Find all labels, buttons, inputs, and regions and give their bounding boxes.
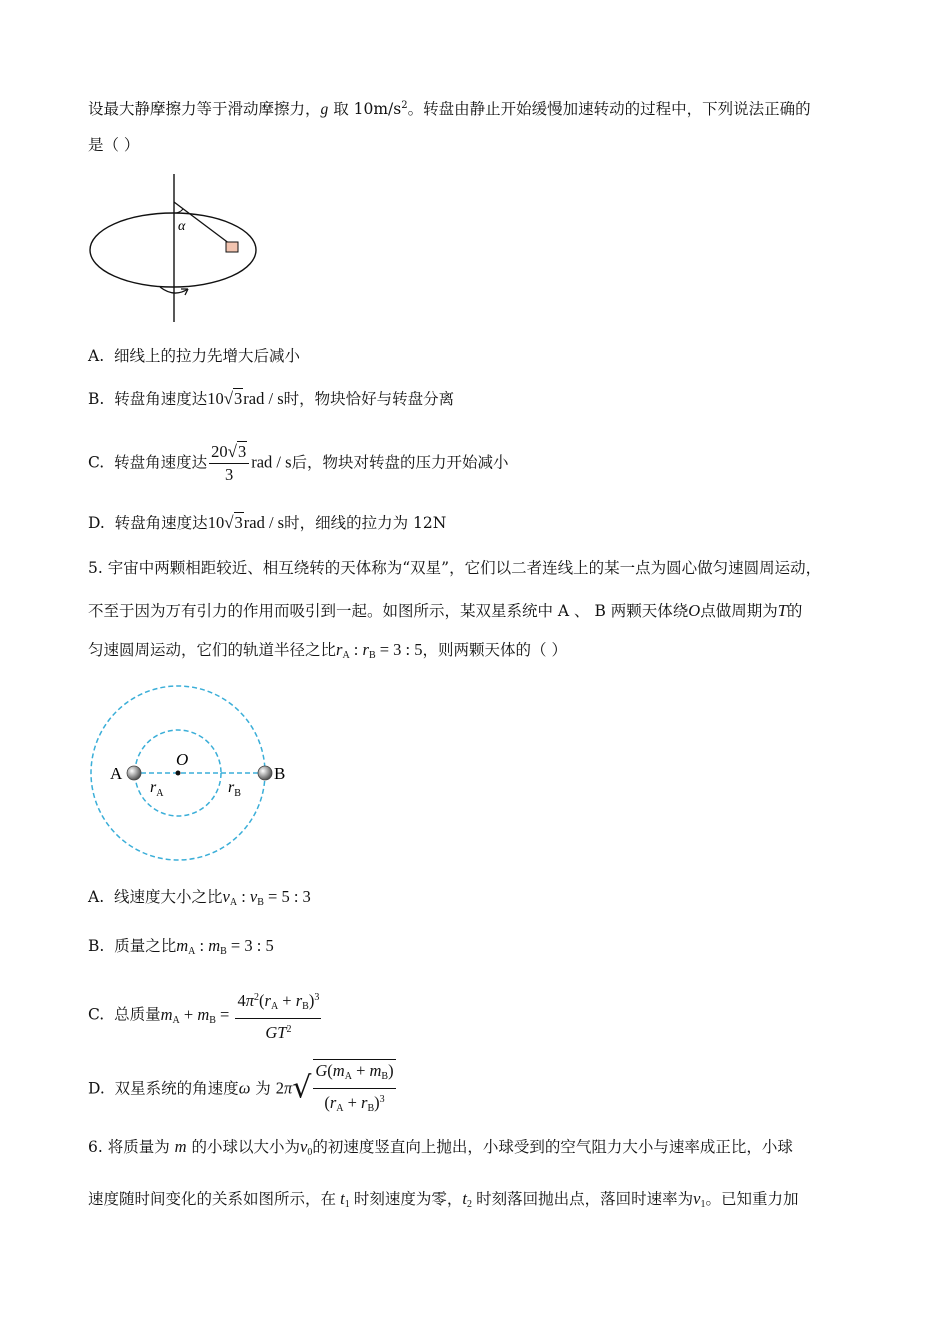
q4-option-c: C. 转盘角速度达 $\frac{20√3}{3}$ rad / s后，物块对转盘的压力开始减小: [88, 442, 509, 484]
q4-option-a: A. 细线上的拉力先增大后减小: [88, 347, 300, 365]
binary-star-figure: [88, 684, 308, 864]
label-b: B: [274, 764, 286, 783]
q5-line-3: 匀速圆周运动，它们的轨道半径之比$r_A$ : $r_B = 3$ : 5，则两颗天体的（ ）: [88, 640, 567, 661]
center-point: [176, 771, 181, 776]
q4-option-b: B. 转盘角速度达10√3rad / s时，物块恰好与转盘分离: [88, 389, 455, 408]
block: [226, 242, 238, 252]
turntable-figure: [88, 170, 268, 330]
intro-line-1: 设最大静摩擦力等于滑动摩擦力，g 取 $10m/s^2$。转盘由静止开始缓慢加速转动的过程中，下列说法正确的: [88, 100, 811, 118]
star-b: [258, 766, 272, 780]
label-ra: $r_A$: [150, 779, 164, 799]
angle-label: α: [178, 219, 186, 234]
star-a: [127, 766, 141, 780]
q5-option-c: C. 总质量$m_A + m_B$ = $\frac{4\pi^2(r_A + r_B)^3}{GT^2}$: [88, 987, 323, 1044]
q5-line-2: 不至于因为万有引力的作用而吸引到一起。如图所示，某双星系统中 A 、 B 两颗天体绕O点做周期为T的: [88, 601, 803, 620]
q5-option-d: D. 双星系统的角速度ω 为 2π√ $\frac{G(m_A + m_B)}{(r_A + r_B)^3}$: [88, 1059, 398, 1120]
q5-option-a: A. 线速度大小之比$v_A$ : $v_B = 5$ : 3: [88, 887, 311, 908]
q4-option-d: D. 转盘角速度达10√3rad / s时，细线的拉力为 12N: [88, 513, 447, 532]
q6-line-1: 6. 将质量为 m 的小球以大小为$v_0$的初速度竖直向上抛出，小球受到的空气阻力大小与速率成正比，小球: [88, 1137, 793, 1158]
intro-line-2: 是（ ）: [88, 136, 140, 154]
label-a: A: [110, 764, 123, 783]
label-rb: $r_B$: [228, 779, 241, 799]
q5-option-b: B. 质量之比$m_A$ : $m_B = 3$ : 5: [88, 936, 274, 957]
label-o: O: [176, 750, 189, 769]
q6-line-2: 速度随时间变化的关系如图所示，在 $t_1$ 时刻速度为零，$t_2$ 时刻落回抛出点，落回时速率为$v_1$。已知重力加: [88, 1189, 799, 1210]
q5-line-1: 5. 宇宙中两颗相距较近、相互绕转的天体称为“双星”，它们以二者连线上的某一点为圆心做匀速圆周运动，: [88, 559, 822, 577]
